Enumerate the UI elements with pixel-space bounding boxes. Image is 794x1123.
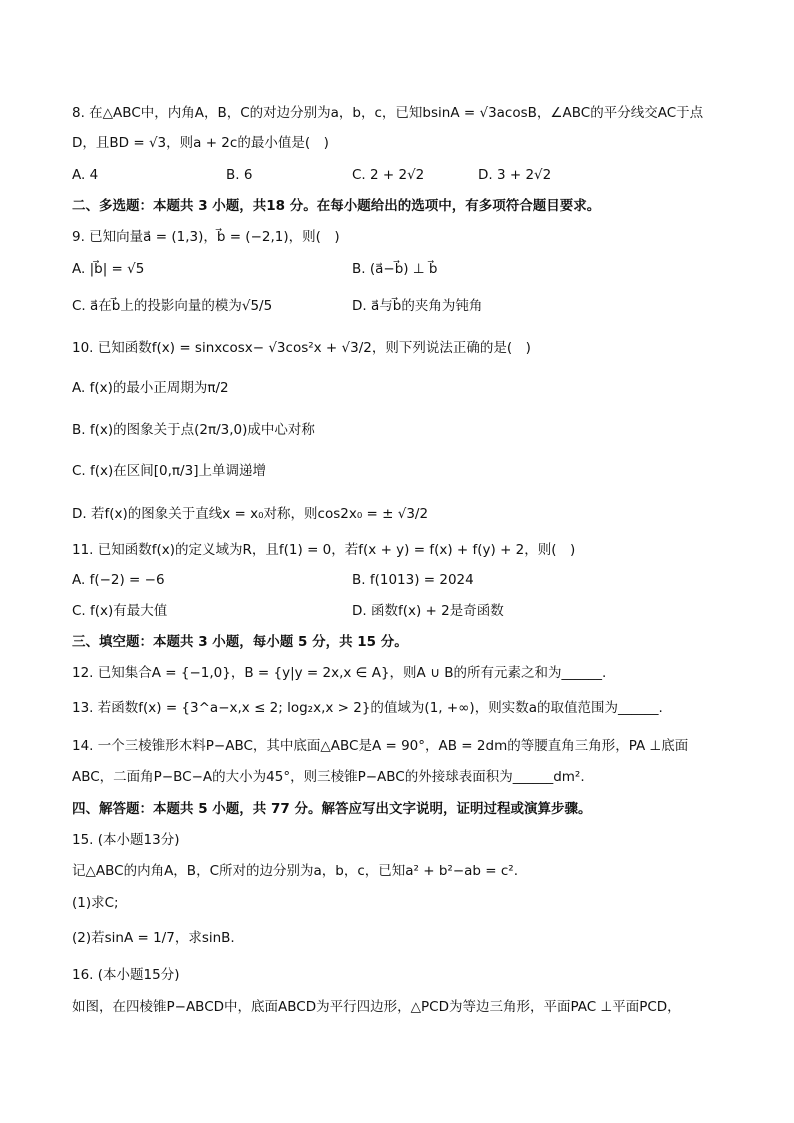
q15-header: 15. (本小题13分)	[72, 832, 180, 848]
section-multi-choice-heading: 二、多选题：本题共 3 小题，共18 分。在每小题给出的选项中，有多项符合题目要求。	[72, 198, 601, 214]
q16-stem: 如图，在四棱锥P−ABCD中，底面ABCD为平行四边形，△PCD为等边三角形，平面PAC ⊥平面PCD，	[72, 999, 681, 1015]
q15-part2: (2)若sinA = 1/7，求sinB.	[72, 930, 235, 946]
q14-stem-line1: 14. 一个三棱锥形木料P−ABC，其中底面△ABC是A = 90°，AB = 2dm的等腰直角三角形，PA ⊥底面	[72, 738, 689, 754]
q8-option-a: A. 4	[72, 167, 99, 183]
q11-option-b: B. f(1013) = 2024	[352, 572, 474, 588]
q15-stem: 记△ABC的内角A，B，C所对的边分别为a，b，c，已知a² + b²−ab = c².	[72, 863, 518, 879]
q9-option-d: D. a⃗与b⃗的夹角为钝角	[352, 298, 483, 314]
q14-stem-line2: ABC，二面角P−BC−A的大小为45°，则三棱锥P−ABC的外接球表面积为______dm².	[72, 769, 585, 785]
q10-option-c: C. f(x)在区间[0,π/3]上单调递增	[72, 463, 266, 479]
section-fill-blank-heading: 三、填空题：本题共 3 小题，每小题 5 分，共 15 分。	[72, 634, 408, 650]
q15-part1: (1)求C;	[72, 895, 119, 911]
q13: 13. 若函数f(x) = {3^a−x,x ≤ 2; log₂x,x > 2}的值域为(1, +∞)，则实数a的取值范围为______.	[72, 700, 663, 716]
q11-option-c: C. f(x)有最大值	[72, 603, 168, 619]
q11-stem: 11. 已知函数f(x)的定义域为R，且f(1) = 0，若f(x + y) = f(x) + f(y) + 2，则( )	[72, 542, 576, 558]
section-answer-heading: 四、解答题：本题共 5 小题，共 77 分。解答应写出文字说明，证明过程或演算步骤。	[72, 801, 592, 817]
q8-option-b: B. 6	[226, 167, 253, 183]
q10-option-d: D. 若f(x)的图象关于直线x = x₀对称，则cos2x₀ = ± √3/2	[72, 506, 429, 522]
q11-option-a: A. f(−2) = −6	[72, 572, 165, 588]
q8-option-d: D. 3 + 2√2	[478, 167, 552, 183]
q8-stem-line2: D，且BD = √3，则a + 2c的最小值是( )	[72, 135, 329, 151]
q10-stem: 10. 已知函数f(x) = sinxcosx− √3cos²x + √3/2，则下列说法正确的是( )	[72, 340, 531, 356]
q12: 12. 已知集合A = {−1,0}，B = {y|y = 2x,x ∈ A}，则A ∪ B的所有元素之和为______.	[72, 665, 607, 681]
q16-header: 16. (本小题15分)	[72, 967, 180, 983]
q9-option-c: C. a⃗在b⃗上的投影向量的模为√5/5	[72, 298, 273, 314]
q9-option-a: A. |b⃗| = √5	[72, 261, 145, 277]
q10-option-b: B. f(x)的图象关于点(2π/3,0)成中心对称	[72, 422, 315, 438]
q11-option-d: D. 函数f(x) + 2是奇函数	[352, 603, 504, 619]
q8-option-c: C. 2 + 2√2	[352, 167, 425, 183]
q9-stem: 9. 已知向量a⃗ = (1,3)，b⃗ = (−2,1)，则( )	[72, 229, 340, 245]
q8-stem-line1: 8. 在△ABC中，内角A，B，C的对边分别为a，b，c，已知bsinA = √3acosB，∠ABC的平分线交AC于点	[72, 105, 704, 121]
q10-option-a: A. f(x)的最小正周期为π/2	[72, 380, 229, 396]
q9-option-b: B. (a⃗−b⃗) ⊥ b⃗	[352, 261, 438, 277]
